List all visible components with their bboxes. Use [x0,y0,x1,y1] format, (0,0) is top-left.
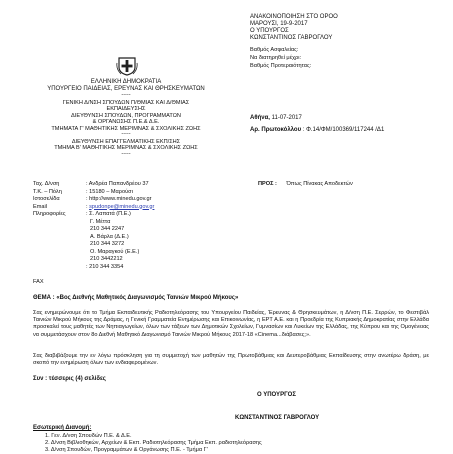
retention: Να διατηρηθεί μέχρι: [250,55,302,61]
fax-value: : 210 344 3354 [86,263,124,270]
info-value: : Σ. Λαπατά (Π.Ε.) [86,211,131,217]
general-directorate: ΓΕΝΙΚΗ Δ/ΝΣΗ ΣΠΟΥΔΩΝ Π/ΘΜΙΑΣ ΚΑΙ Δ/ΘΜΙΑΣ [62,100,190,106]
list-item: 2. Δ/νση Βιβλιοθηκών, Αρχείων & Εκπ. Ραδιοτηλεόρασης Τμήμα Εκπ. ραδιοτηλεόρασης [45,440,262,446]
contact-label-fax: FAX [33,278,44,285]
attachments-line: Συν : τέσσερις (4) σελίδες [33,376,106,382]
info-value: Α. Βάρλα (Δ.Ε.) [90,233,129,240]
body-paragraph: Σας διαβιβάζουμε την εν λόγω πρόσκληση για τη συμμετοχή των μαθητών της Πρωτοβάθμιας και Δευτεροβάθμιας Εκπαίδευσης στην ανωτέρω δράση, με σκοπό την ενημέρωση όλων των ενδιαφερομένων. [33,353,429,367]
recipient-value: Όπως Πίνακας Αποδεκτών [286,181,353,187]
info-value: Γ. Μέττα [90,218,111,225]
info-value: 210 344 3272 [90,241,125,247]
separator: ----- [121,150,131,157]
classification-block [250,46,311,70]
postcode-value: : 15180 – Μαρούσι [86,188,133,195]
protocol-label: Αρ. Πρωτοκόλλου [250,127,302,133]
ministry-header [10,79,242,157]
date-label: Αθήνα, [250,115,270,121]
priority-level: Βαθμός Προτεραιότητας: [250,63,312,69]
subject-value: «Βος Διεθνής Μαθητικός Διαγωνισμός Ταινιών Μικρού Μήκους» [56,295,239,301]
subject-label: ΘΕΜΑ : [33,295,55,301]
date-line [250,115,302,122]
contact-label: Ταχ. Δ/νση [33,181,60,187]
directorate-cont: & ΟΡΓΑΝΩΣΗΣ Π.Ε.& Δ.Ε. [92,119,160,126]
department: ΤΜΗΜΑΤΑ Γ' ΜΑΘΗΤΙΚΗΣ ΜΕΡΙΜΝΑΣ & ΣΧΟΛΙΚΗΣ ΖΩΗΣ [51,125,201,132]
security-level: Βαθμός Ασφαλείας: [250,47,299,53]
directorate: ΔΙΕΥΘΥΝΣΗ ΣΠΟΥΔΩΝ, ΠΡΟΓΡΑΜΜΑΤΩΝ [71,112,181,119]
vocational-directorate: ΔΙΕΥΘΥΝΣΗ ΕΠΑΓΓΕΛΜΑΤΙΚΗΣ ΕΚΠ/ΣΗΣ [71,139,181,146]
info-value: 210 344 2247 [90,226,125,232]
contact-label [33,234,66,242]
signature-title: Ο ΥΠΟΥΡΓΟΣ [257,392,296,398]
body-paragraph: Σας ενημερώνουμε ότι το Τμήμα Εκπαιδευτικής Ραδιοτηλεόρασης του Υπουργείου Παιδείας, Έρευνας & Θρησκευμάτων, η Δ/νση Π.Ε. Σερρών, το Φεστιβάλ Ταινιών Μικρού Μήκους της Δράμας, η Γενική Γραμματεία Ενημέρωσης και Επικοινωνίας, η ΕΡΤ Α.Ε. και η Προεδρία της Κυπριακής Δημοκρατίας στην Ελλάδα προσκαλεί τους μαθητές των Νηπιαγωγείων, όλων των τάξεων των Δημοτικών Σχολείων, Γυμνασίων και Λυκείων της Ελλάδας, της Κύπρου και της Ομογένειας να συμμετάσχουν στον 8ο Διεθνή Μαθητικό Διαγωνισμό Ταινιών Μικρού Μήκους 2017-18 «Cinema...διάβασες;». [33,310,429,338]
separator: ----- [121,92,131,98]
contact-label [33,271,66,279]
distribution-list [45,433,262,454]
announcement-line: ΜΑΡΟΥΣΙ, 19-9-2017 [250,21,308,27]
contact-label: Email [33,203,47,210]
list-item: 1. Γεν. Δ/νση Σπουδών Π.Ε. & Δ.Ε. [45,433,132,439]
contact-label: Ιστοσελίδα [33,196,60,202]
contact-values [86,181,154,271]
contact-label [33,241,66,249]
announcement-line: ΚΩΝΣΤΑΝΤΙΝΟΣ ΓΑΒΡΟΓΛΟΥ [250,35,333,41]
distribution-heading: Εσωτερική Διανομή: [33,425,92,431]
contact-label [33,219,66,227]
contact-label [33,256,66,264]
vocational-department: ΤΜΗΜΑ Β' ΜΑΘΗΤΙΚΗΣ ΜΕΡΙΜΝΑΣ & ΣΧΟΛΙΚΗΣ ΖΩΗΣ [54,145,198,152]
email-link[interactable]: spudonpe@minedu.gov.gr [89,203,155,210]
recipient-line [258,181,353,187]
subject-line [33,295,238,302]
ministry-title: ΥΠΟΥΡΓΕΙΟ ΠΑΙΔΕΙΑΣ, ΕΡΕΥΝΑΣ ΚΑΙ ΘΡΗΣΚΕΥΜΑΤΩΝ [47,86,205,92]
contact-label [33,226,66,234]
website-value: : http://www.minedu.gov.gr [86,196,152,202]
email-value: : spudonpe@minedu.gov.gr [86,203,155,210]
protocol-value: : Φ.14/ΦΜ/100369/117244 /Δ1 [302,127,385,133]
contact-label [33,264,66,272]
announcement-block [250,14,338,42]
info-value: 210 3442212 [90,256,123,262]
general-directorate-cont: ΕΚΠΑΙΔΕΥΣΗΣ [106,106,146,113]
greek-coat-of-arms-icon [116,55,138,77]
separator: ----- [121,131,131,138]
contact-labels [33,181,66,286]
contact-label: Τ.Κ. – Πόλη [33,188,62,195]
contact-label: Πληροφορίες [33,211,66,217]
date-value: 11-07-2017 [271,115,302,121]
list-item: 3. Δ/νση Σπουδών, Προγραμμάτων & Οργάνωσης Π.Ε. - Τμήμα Γ' [45,447,208,453]
info-value: Ο. Μαραγκού (Ε.Ε.) [90,248,140,255]
signature-name: ΚΩΝΣΤΑΝΤΙΝΟΣ ΓΑΒΡΟΓΛΟΥ [235,415,320,421]
announcement-line: Ο ΥΠΟΥΡΓΟΣ [250,28,289,34]
protocol-line [250,127,384,134]
address-value: : Ανδρέα Παπανδρέου 37 [86,181,149,187]
announcement-line: ΑΝΑΚΟΙΝΟΠΟΙΗΣΗ ΣΤΟ ΟΡΟΟ [250,14,338,20]
republic-title: ΕΛΛΗΝΙΚΗ ΔΗΜΟΚΡΑΤΙΑ [90,79,162,85]
recipient-label: ΠΡΟΣ : [258,181,277,187]
contact-label [33,249,66,257]
